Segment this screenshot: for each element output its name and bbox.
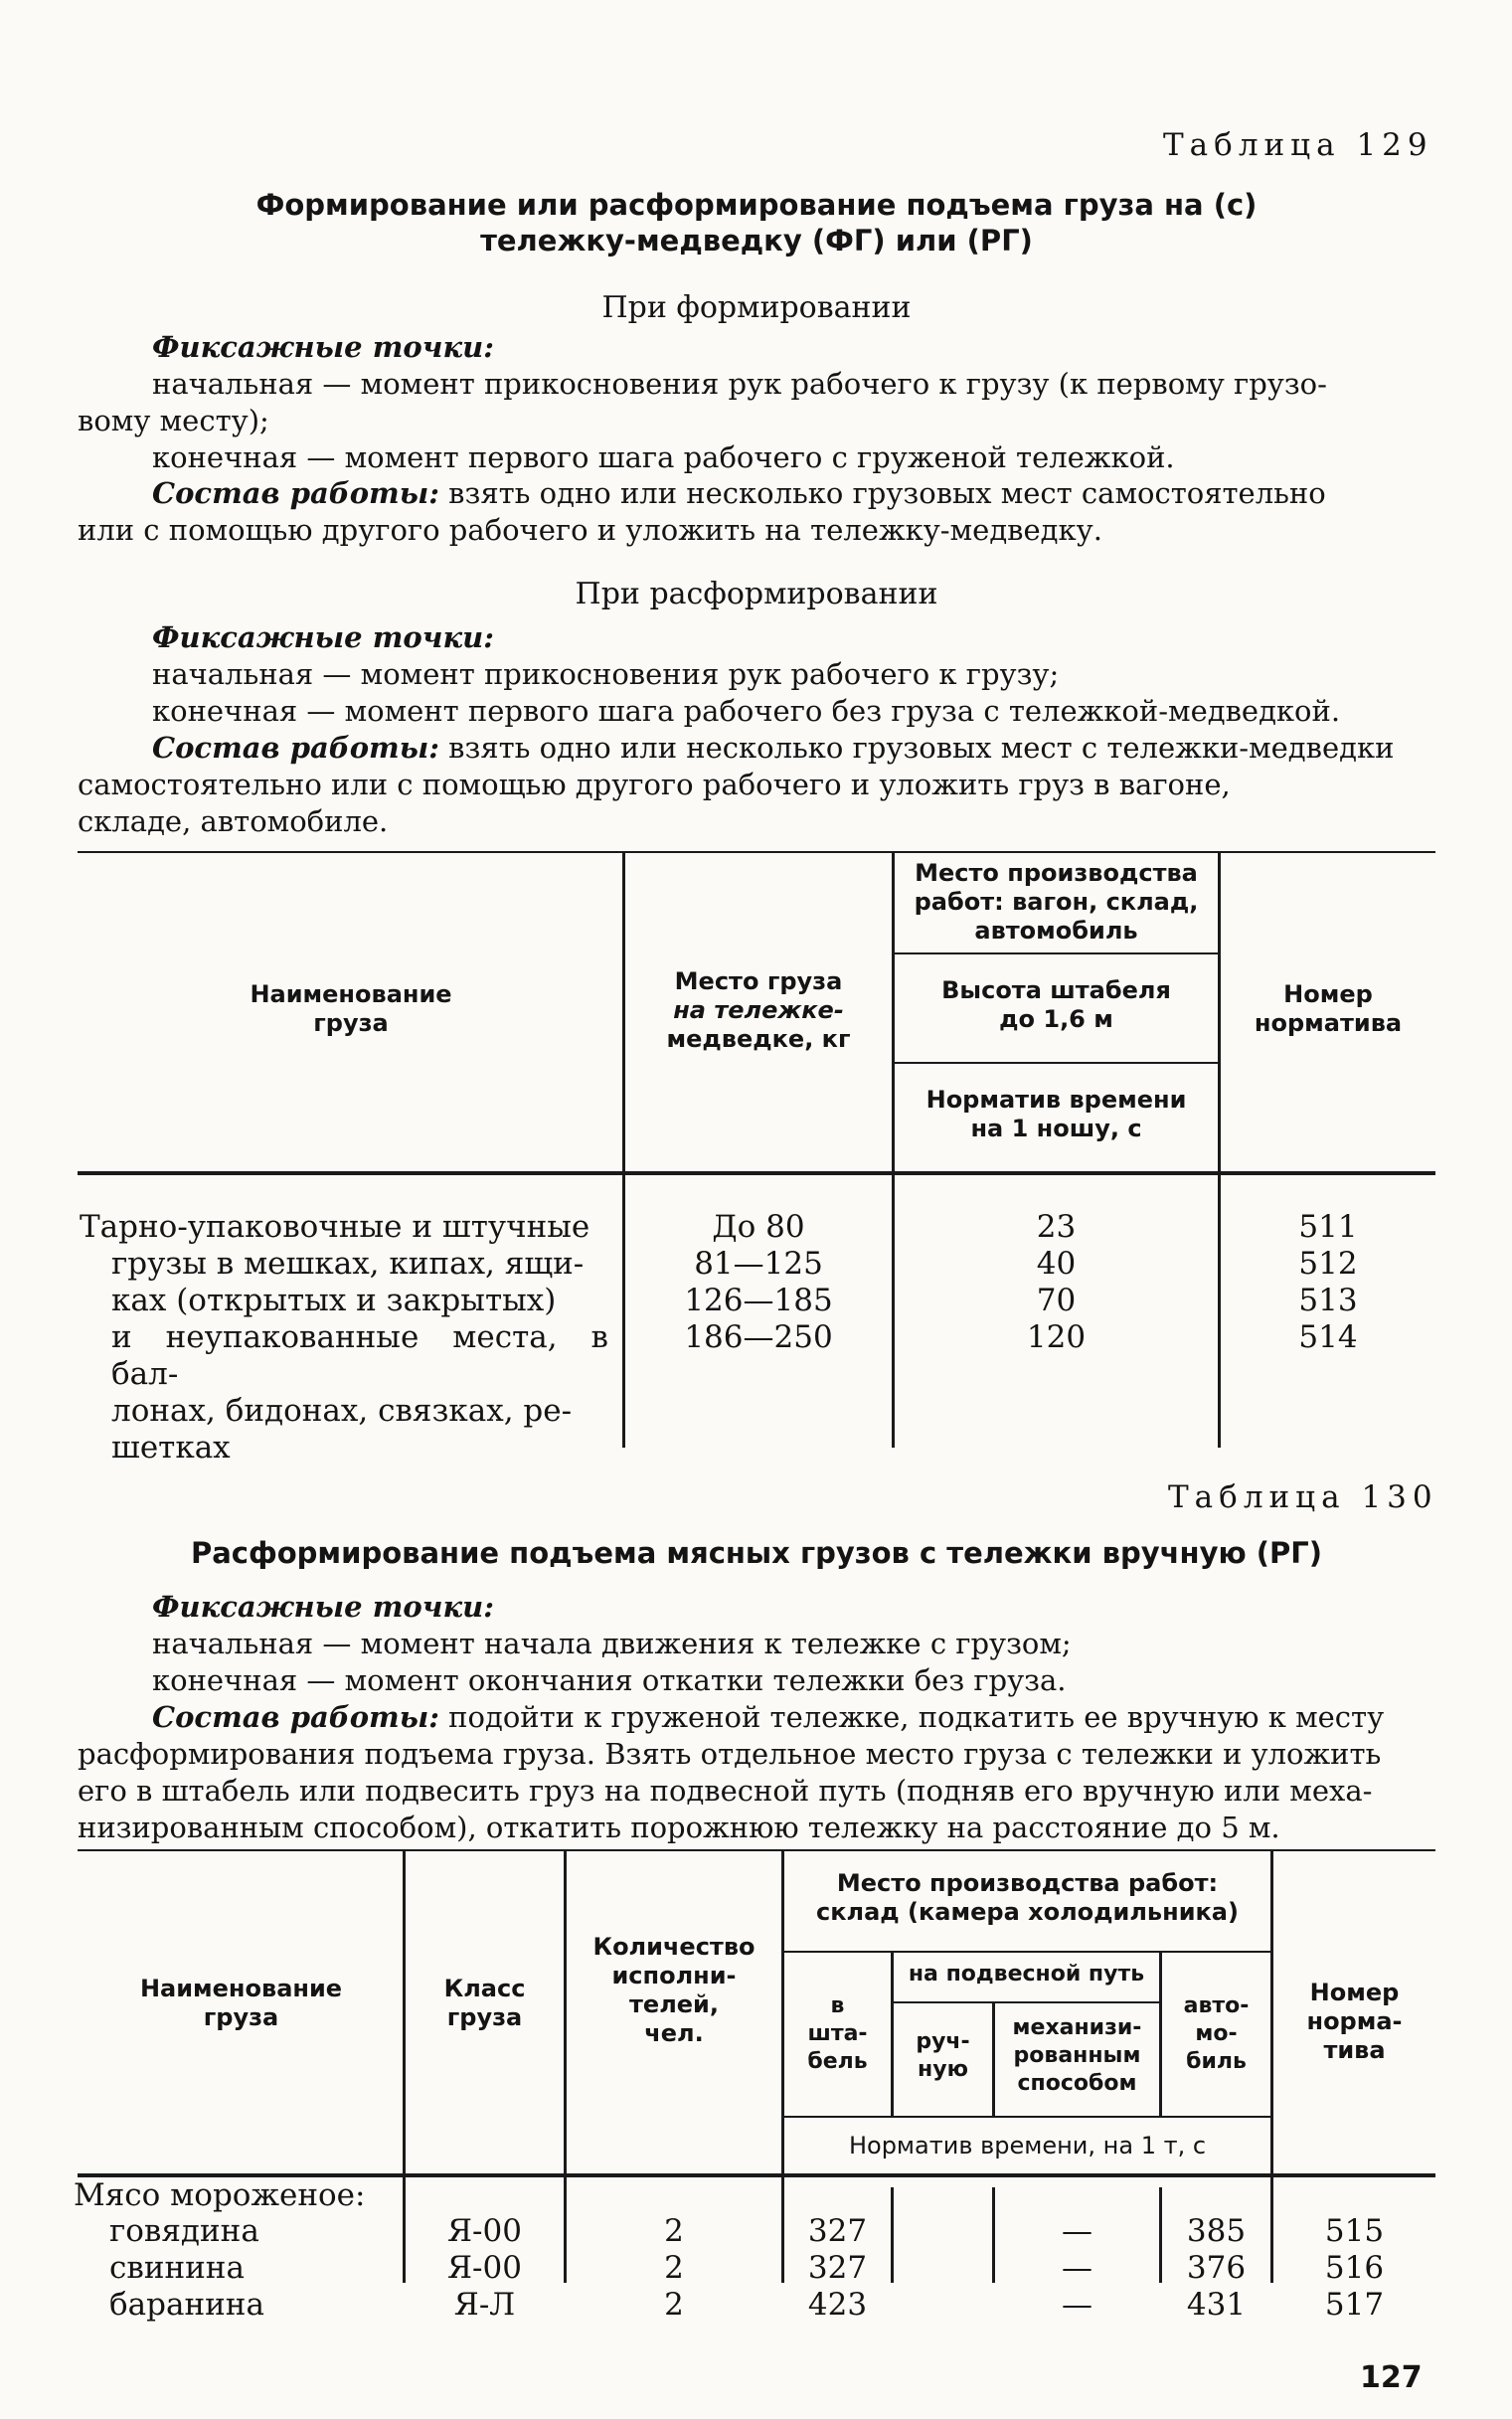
t130-row-3-count: 2: [664, 2287, 684, 2323]
t130-header-count-3: телей,: [629, 1990, 719, 2018]
t129-col-divider-1: [622, 851, 625, 1448]
t130-row-2-number: 516: [1324, 2250, 1385, 2286]
t129-cargo-name: [80, 1209, 608, 1467]
forming-fix-label: Фиксажные точки:: [152, 330, 494, 364]
t129-number-2: 512: [1298, 1246, 1358, 1282]
t129-header-number-2: норматива: [1254, 1009, 1403, 1037]
forming-work-text: взять одно или несколько грузовых мест самостоятельно: [438, 476, 1326, 510]
t130-work-line4: низированным способом), откатить порожнюю тележку на расстояние до 5 м.: [78, 1811, 1280, 1844]
t130-fix-label: Фиксажные точки:: [152, 1590, 494, 1624]
forming-start-line1: начальная — момент прикосновения рук рабочего к грузу (к первому грузо-: [152, 367, 1327, 401]
t129-col-divider-3: [1218, 851, 1221, 1448]
t129-number-4: 514: [1298, 1319, 1358, 1355]
t130-header-name-1: Наименование: [139, 1975, 343, 2002]
table-129-label: Таблица 129: [1163, 127, 1433, 163]
t130-header-auto: [1162, 1992, 1270, 2076]
t129-time-2: 40: [1036, 1246, 1077, 1282]
unforming-work-label: Состав работы:: [152, 731, 439, 765]
t129-numbers: [1221, 1209, 1435, 1356]
t130-row-2-class: Я-00: [447, 2250, 522, 2286]
t129-header-height-2: до 1,6 м: [999, 1005, 1113, 1033]
t129-header-name: [80, 980, 622, 1038]
t130-header-auto-2: мо-: [1195, 2021, 1238, 2046]
t130-header-mech-2: рованным: [1013, 2043, 1141, 2068]
page-number: 127: [1360, 2360, 1423, 2395]
t129-header-place-2: на тележке-: [673, 996, 844, 1024]
t130-header-class-2: груза: [446, 2003, 523, 2031]
t130-header-stack-1: в: [830, 1993, 845, 2018]
t129-header-site: [895, 859, 1218, 946]
t130-sub-rule-3: [891, 2001, 1161, 2003]
forming-start-line2: вому месту);: [78, 404, 269, 437]
t130-header-stack-3: бель: [807, 2049, 868, 2074]
t129-header-norm-1: Норматив времени: [925, 1086, 1187, 1114]
forming-work-line1: [152, 475, 1326, 512]
t130-work-label: Состав работы:: [152, 1700, 439, 1734]
t129-cargo-line-5: лонах, бидонах, связках, ре-: [111, 1393, 573, 1429]
t129-time-1: 23: [1036, 1209, 1077, 1245]
table-129-title-line1: Формирование или расформирование подъема груза на (с): [255, 188, 1258, 222]
t130-row-3-number: 517: [1324, 2287, 1385, 2323]
t129-cargo-line-2: грузы в мешках, кипах, ящи-: [111, 1246, 585, 1282]
t130-row-3-auto: 431: [1186, 2287, 1247, 2323]
t129-header-site-1: Место производства: [915, 859, 1198, 887]
t130-row-1-name: говядина: [109, 2213, 259, 2249]
t130-header-site: [784, 1869, 1270, 1927]
t130-row-2-stack: 327: [807, 2250, 868, 2286]
t129-header-rule: [78, 1171, 1435, 1175]
t129-cargo-line-1: Тарно-упаковочные и штучные: [80, 1209, 590, 1245]
t129-header-site-2: работ: вагон, склад,: [914, 888, 1199, 916]
t130-header-number-1: Номер: [1309, 1979, 1400, 2006]
t130-header-name: [80, 1975, 403, 2032]
t129-time-4: 120: [1026, 1319, 1087, 1355]
t129-weight-4: 186—250: [684, 1319, 833, 1355]
unforming-fix-label: Фиксажные точки:: [152, 620, 494, 654]
unforming-subtitle: При расформировании: [575, 577, 938, 611]
t130-row-1-count: 2: [664, 2213, 684, 2249]
t129-header-place: [625, 967, 892, 1054]
table-130-label: Таблица 130: [1168, 1479, 1438, 1515]
forming-work-label: Состав работы:: [152, 476, 439, 510]
t129-times: [895, 1209, 1218, 1356]
t130-row-3-name: баранина: [109, 2287, 264, 2323]
t129-number-1: 511: [1298, 1209, 1358, 1245]
t130-work-line1: [152, 1699, 1384, 1736]
t130-row-3-class: Я-Л: [453, 2287, 516, 2323]
t129-header-height-1: Высота штабеля: [941, 976, 1171, 1004]
t129-top-rule: [78, 851, 1435, 853]
t130-header-mech-3: способом: [1017, 2071, 1137, 2096]
t130-row-2-count: 2: [664, 2250, 684, 2286]
t130-work-line3: его в штабель или подвесить груз на подвесной путь (подняв его вручную или меха-: [78, 1774, 1373, 1808]
t130-header-site-2: склад (камера холодильника): [816, 1898, 1239, 1926]
table-130-title: Расформирование подъема мясных грузов с тележки вручную (РГ): [190, 1536, 1323, 1570]
t130-header-number-2: норма-: [1306, 2007, 1403, 2035]
t129-time-3: 70: [1036, 1283, 1077, 1318]
t129-cargo-line-4: и неупакованные места, в бал-: [111, 1319, 608, 1392]
t130-header-hanging: на подвесной путь: [908, 1962, 1145, 1987]
unforming-work-text: взять одно или несколько грузовых мест с тележки-медведки: [438, 731, 1395, 765]
t129-header-norm-2: на 1 ношу, с: [970, 1115, 1142, 1142]
t130-row-2-name: свинина: [109, 2250, 245, 2286]
unforming-work-line1: [152, 730, 1394, 767]
t130-end: конечная — момент окончания откатки тележки без груза.: [152, 1663, 1067, 1697]
t130-row-3-mech: —: [1062, 2287, 1092, 2323]
unforming-end: конечная — момент первого шага рабочего без груза с тележкой-медведкой.: [152, 694, 1341, 728]
t130-header-count-1: Количество: [592, 1933, 756, 1961]
t130-row-2-auto: 376: [1186, 2250, 1247, 2286]
t129-header-place-1: Место груза: [674, 967, 843, 995]
t130-sub-rule-1: [781, 1951, 1272, 1953]
t129-header-height: [895, 976, 1218, 1034]
forming-work-line2: или с помощью другого рабочего и уложить на тележку-медведку.: [78, 513, 1102, 547]
t130-row-1-class: Я-00: [447, 2213, 522, 2249]
t130-header-mech: [995, 2014, 1159, 2098]
t130-row-1-number: 515: [1324, 2213, 1385, 2249]
t130-work-line2: расформирования подъема груза. Взять отдельное место груза с тележки и уложить: [78, 1737, 1382, 1771]
forming-end: конечная — момент первого шага рабочего с груженой тележкой.: [152, 440, 1175, 474]
t130-body-divider-1: [891, 2187, 894, 2283]
t130-header-auto-3: биль: [1186, 2049, 1247, 2074]
forming-subtitle: При формировании: [601, 290, 912, 325]
t129-header-name-1: Наименование: [250, 980, 452, 1008]
table-129-title-line2: тележку-медведку (ФГ) или (РГ): [480, 224, 1033, 258]
t130-work-text: подойти к груженой тележке, подкатить ее вручную к месту: [438, 1700, 1385, 1734]
t129-header-number: [1221, 980, 1435, 1038]
unforming-work-line2: самостоятельно или с помощью другого рабочего и уложить груз в вагоне,: [78, 768, 1231, 801]
t130-row-2-mech: —: [1062, 2250, 1092, 2286]
t129-weight-2: 81—125: [694, 1246, 823, 1282]
t130-row-1-stack: 327: [807, 2213, 868, 2249]
t130-group-label: Мясо мороженое:: [74, 2177, 366, 2213]
t130-top-rule: [78, 1849, 1435, 1851]
t130-header-norm: Норматив времени, на 1 т, с: [848, 2132, 1207, 2160]
t130-header-manual-1: руч-: [916, 2029, 970, 2054]
t130-header-auto-1: авто-: [1183, 1993, 1250, 2018]
t129-header-norm: [895, 1086, 1218, 1143]
t130-header-manual-2: ную: [918, 2057, 968, 2082]
t130-row-1-auto: 385: [1186, 2213, 1247, 2249]
t129-sub-rule-2: [892, 1062, 1221, 1064]
t130-header-class: [406, 1975, 564, 2032]
t130-start: начальная — момент начала движения к тележке с грузом;: [152, 1627, 1072, 1660]
t129-header-place-3: медведке, кг: [666, 1025, 851, 1053]
t130-header-count-4: чел.: [644, 2019, 704, 2047]
t129-cargo-line-6: шетках: [111, 1430, 231, 1466]
t129-header-name-2: груза: [313, 1009, 389, 1037]
t130-row-3-stack: 423: [807, 2287, 868, 2323]
t130-header-stack-2: шта-: [807, 2021, 868, 2046]
t130-header-count: [567, 1933, 781, 2048]
t130-header-site-1: Место производства работ:: [836, 1869, 1219, 1897]
t130-header-manual: [894, 2028, 992, 2084]
t129-header-number-1: Номер: [1283, 980, 1373, 1008]
unforming-work-line3: складе, автомобиле.: [78, 804, 389, 838]
t129-weights: [625, 1209, 892, 1356]
t130-header-count-2: исполни-: [611, 1962, 737, 1989]
t130-header-number-3: тива: [1323, 2036, 1386, 2064]
t129-cargo-line-3: ках (открытых и закрытых): [111, 1283, 557, 1318]
t130-row-1-mech: —: [1062, 2213, 1092, 2249]
t130-header-name-2: груза: [203, 2003, 279, 2031]
t129-header-site-3: автомобиль: [974, 917, 1138, 945]
t129-sub-rule-1: [892, 952, 1221, 954]
t130-header-class-1: Класс: [443, 1975, 526, 2002]
unforming-start: начальная — момент прикосновения рук рабочего к грузу;: [152, 657, 1060, 691]
t129-number-3: 513: [1298, 1283, 1358, 1318]
t130-header-number: [1273, 1979, 1435, 2065]
t130-sub-rule-2: [781, 2116, 1272, 2118]
t129-weight-1: До 80: [712, 1209, 805, 1245]
t130-header-stack: [784, 1992, 891, 2076]
t129-weight-3: 126—185: [684, 1283, 833, 1318]
t130-header-mech-1: механизи-: [1012, 2015, 1142, 2040]
